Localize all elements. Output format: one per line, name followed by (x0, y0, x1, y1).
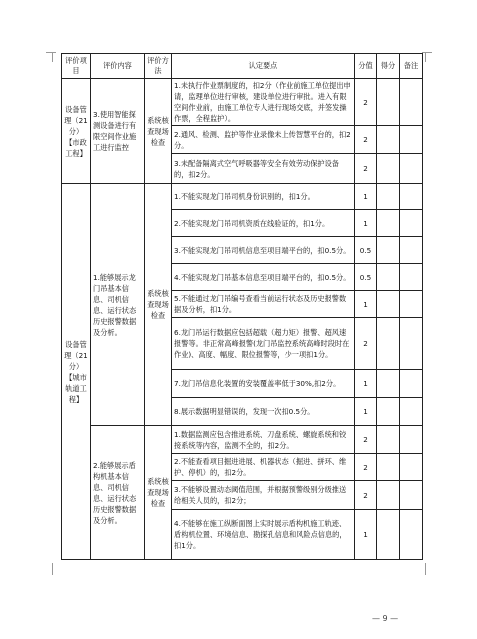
crop-mark (422, 52, 432, 53)
header-score: 分值 (355, 54, 377, 79)
got-cell (377, 426, 400, 454)
note-cell (400, 398, 423, 426)
got-cell (377, 481, 400, 510)
table-row (62, 184, 423, 210)
got-cell (377, 237, 400, 264)
got-cell (377, 318, 400, 370)
point-cell: 7.龙门吊信息化装置的安装覆盖率低于30%,扣2分。 (172, 370, 355, 398)
header-method: 评价方法 (145, 54, 172, 79)
got-cell (377, 398, 400, 426)
got-cell (377, 510, 400, 560)
got-cell (377, 126, 400, 154)
score-cell: 2 (355, 79, 377, 126)
header-row (62, 54, 423, 79)
note-cell (400, 79, 423, 126)
score-cell: 1 (355, 370, 377, 398)
got-cell (377, 79, 400, 126)
note-cell (400, 426, 423, 454)
point-cell: 4.不能够在施工纵断面图上实时展示盾构机施工轨迹、盾构机位置、环境信息、勘探孔信息和风险点信息的，扣1分。 (172, 510, 355, 560)
point-cell: 2.不能实现龙门吊司机资质在线验证的，扣1分。 (172, 210, 355, 237)
point-cell: 3.未配备隔离式空气呼吸器等安全有效劳动保护设备的，扣2分。 (172, 154, 355, 184)
note-cell (400, 318, 423, 370)
score-cell: 1 (355, 291, 377, 318)
point-cell: 1.数据监测应包含推进系统、刀盘系统、螺旋系统和铰接系统等内容，监测不全的，扣2分。 (172, 426, 355, 454)
got-cell (377, 291, 400, 318)
header-content: 评价内容 (91, 54, 145, 79)
header-points: 认定要点 (172, 54, 355, 79)
point-cell: 2.不能查看项目掘进进展、机器状态（掘进、拼环、维护、停机）的，扣2分。 (172, 454, 355, 481)
evaluation-table (61, 53, 423, 560)
score-cell: 1 (355, 510, 377, 560)
got-cell (377, 184, 400, 210)
content-cell: 2.能够展示盾构机基本信息、司机信息、运行状态历史报警数据及分析。 (91, 426, 145, 560)
score-cell: 0.5 (355, 237, 377, 264)
method-cell: 系统核查现场检查 (145, 79, 172, 184)
point-cell: 5.不能通过龙门吊编号查看当前运行状态及历史报警数据及分析，扣1分。 (172, 291, 355, 318)
point-cell: 1.未执行作业票制度的，扣2分（作业前施工单位提出申请，监理单位进行审核，建设单位进行审批。进入有限空间作业前，由施工单位专人进行现场交底，并签发操作票，全程监护）。 (172, 79, 355, 126)
note-cell (400, 370, 423, 398)
score-cell: 1 (355, 184, 377, 210)
score-cell: 2 (355, 481, 377, 510)
content-cell: 3.使用智能探测设备进行有限空间作业施工进行监控 (91, 79, 145, 184)
note-cell (400, 510, 423, 560)
item-cell: 设备管理（21分）【市政工程】 (62, 79, 91, 184)
point-cell: 4.不能实现龙门吊基本信息至项目端平台的，扣0.5分。 (172, 264, 355, 291)
score-cell: 2 (355, 154, 377, 184)
note-cell (400, 154, 423, 184)
method-cell: 系统核查现场检查 (145, 426, 172, 560)
page-number: — 9 — (372, 614, 399, 623)
got-cell (377, 264, 400, 291)
point-cell: 3.不能够设置动态阈值范围，并根据预警级别分级推送给相关人员的，扣2分； (172, 481, 355, 510)
score-cell: 2 (355, 126, 377, 154)
item-cell: 设备管理（21分）【城市轨道工程】 (62, 184, 91, 560)
got-cell (377, 210, 400, 237)
score-cell: 1 (355, 210, 377, 237)
crop-mark (52, 563, 53, 575)
note-cell (400, 126, 423, 154)
crop-mark (52, 52, 53, 62)
note-cell (400, 210, 423, 237)
crop-mark (425, 52, 426, 62)
crop-mark (425, 563, 426, 575)
score-cell: 2 (355, 454, 377, 481)
crop-mark (46, 52, 56, 53)
point-cell: 2.通风、检测、监护等作业录像未上传智慧平台的，扣2分。 (172, 126, 355, 154)
score-cell: 0.5 (355, 264, 377, 291)
point-cell: 3.不能实现龙门吊司机信息至项目端平台的，扣0.5分。 (172, 237, 355, 264)
note-cell (400, 264, 423, 291)
table-row (62, 79, 423, 126)
score-cell: 2 (355, 426, 377, 454)
header-note: 备注 (400, 54, 423, 79)
note-cell (400, 291, 423, 318)
content-cell: 1.能够展示龙门吊基本信息、司机信息、运行状态历史报警数据及分析。 (91, 184, 145, 426)
score-cell: 1 (355, 398, 377, 426)
score-cell: 2 (355, 318, 377, 370)
got-cell (377, 370, 400, 398)
table-row (62, 426, 423, 454)
point-cell: 6.龙门吊运行数据应包括超载（超力矩）报警、超风速报警等。非正常高峰报警(龙门吊监控系统高峰时段时在作业)、高度、幅度、限位报警等，少一项扣1分。 (172, 318, 355, 370)
header-got: 得分 (377, 54, 400, 79)
got-cell (377, 454, 400, 481)
point-cell: 8.展示数据明显错误的，发现一次扣0.5分。 (172, 398, 355, 426)
point-cell: 1.不能实现龙门吊司机身份识别的，扣1分。 (172, 184, 355, 210)
method-cell: 系统核查现场检查 (145, 184, 172, 426)
got-cell (377, 154, 400, 184)
header-item: 评价项目 (62, 54, 91, 79)
note-cell (400, 481, 423, 510)
note-cell (400, 184, 423, 210)
note-cell (400, 237, 423, 264)
note-cell (400, 454, 423, 481)
